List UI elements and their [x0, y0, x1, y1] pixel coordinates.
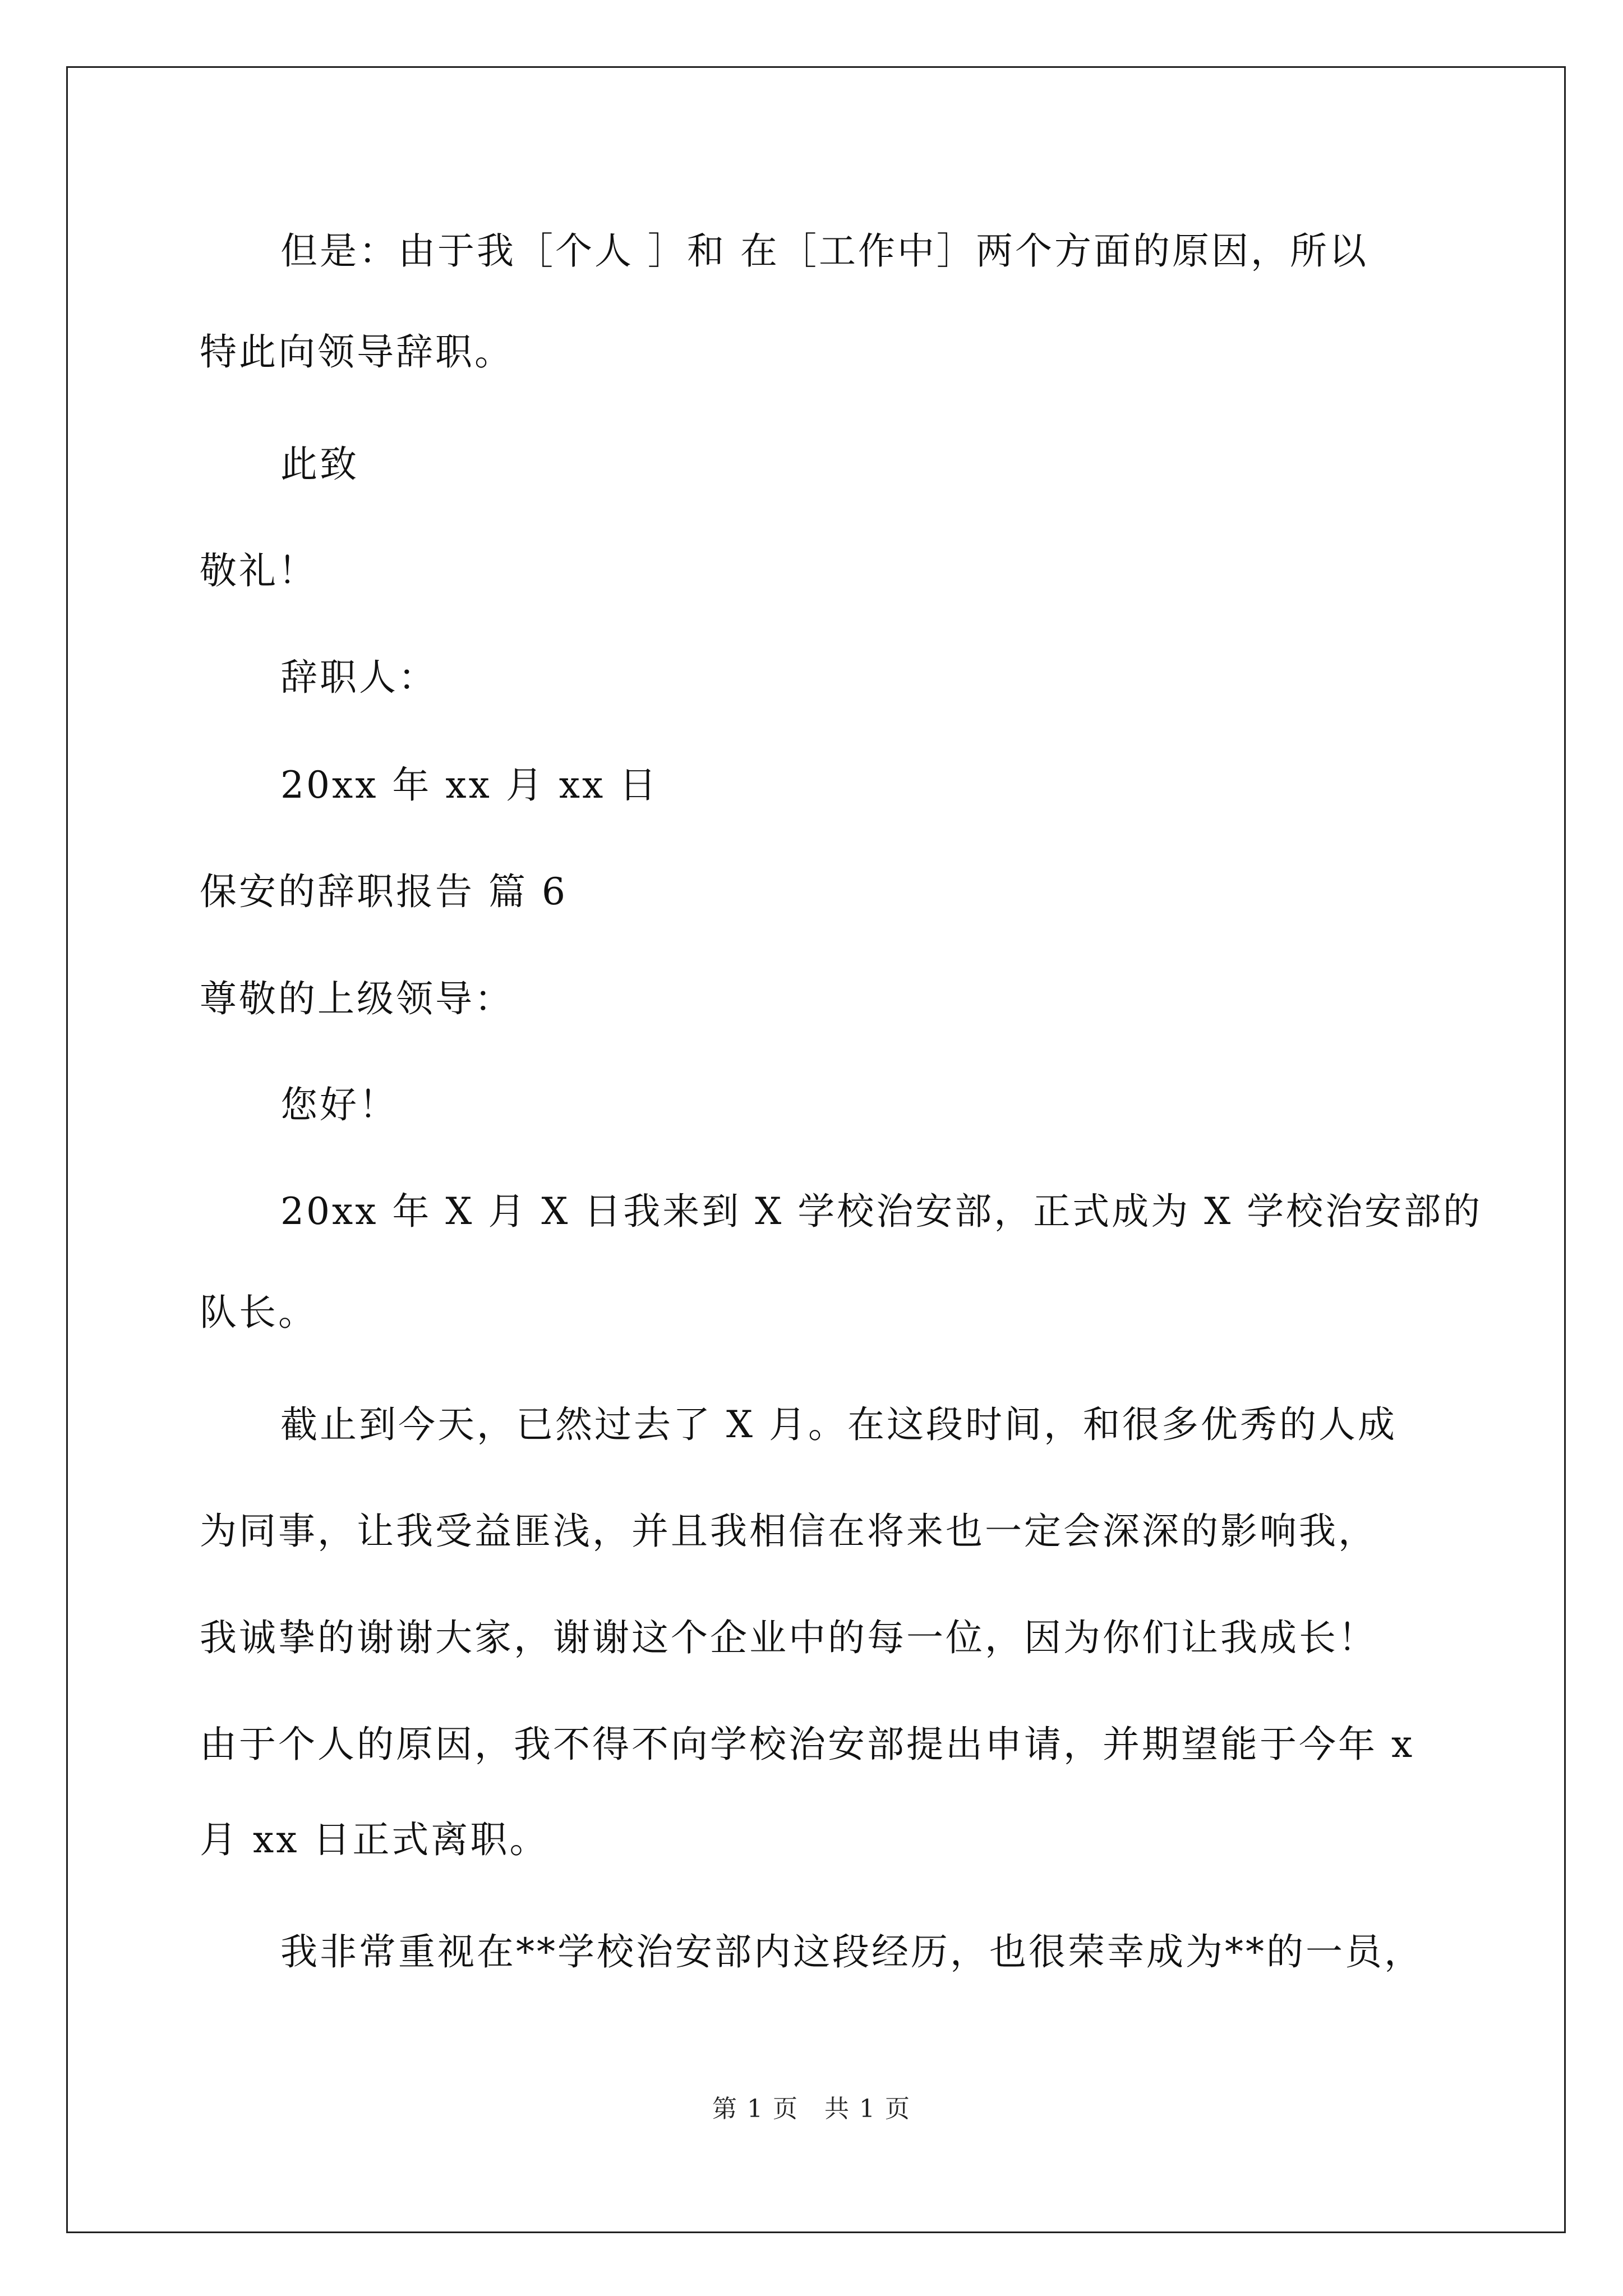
- resigner-label: 辞职人：: [280, 656, 437, 699]
- page-border: [66, 66, 1566, 2233]
- closing-salutation: 此致: [280, 443, 359, 486]
- section-heading: 保安的辞职报告 篇 6: [200, 870, 568, 913]
- body-line-1: 但是：由于我［个人 ］和 在［工作中］两个方面的原因，所以: [280, 229, 1368, 273]
- body-line-8: 由于个人的原因，我不得不向学校治安部提出申请，并期望能于今年 x: [200, 1723, 1415, 1766]
- signature-date: 20xx 年 xx 月 xx 日: [280, 763, 659, 807]
- closing-regards: 敬礼！: [200, 549, 317, 592]
- body-line-2: 特此向领导辞职。: [200, 330, 514, 374]
- body-line-7: 我诚挚的谢谢大家，谢谢这个企业中的每一位，因为你们让我成长！: [200, 1616, 1377, 1659]
- body-line-6: 为同事，让我受益匪浅，并且我相信在将来也一定会深深的影响我，: [200, 1510, 1377, 1553]
- body-line-4: 队长。: [200, 1291, 317, 1334]
- body-line-9: 月 xx 日正式离职。: [200, 1818, 549, 1861]
- greeting-line: 您好！: [280, 1083, 398, 1126]
- recipient-line: 尊敬的上级领导：: [200, 977, 514, 1020]
- body-line-3: 20xx 年 X 月 X 日我来到 X 学校治安部，正式成为 X 学校治安部的: [280, 1190, 1483, 1233]
- body-line-10: 我非常重视在**学校治安部内这段经历，也很荣幸成为**的一员，: [280, 1930, 1423, 1973]
- page-footer: 第 1 页 共 1 页: [712, 2095, 911, 2123]
- body-line-5: 截止到今天，已然过去了 X 月。在这段时间，和很多优秀的人成: [280, 1403, 1397, 1446]
